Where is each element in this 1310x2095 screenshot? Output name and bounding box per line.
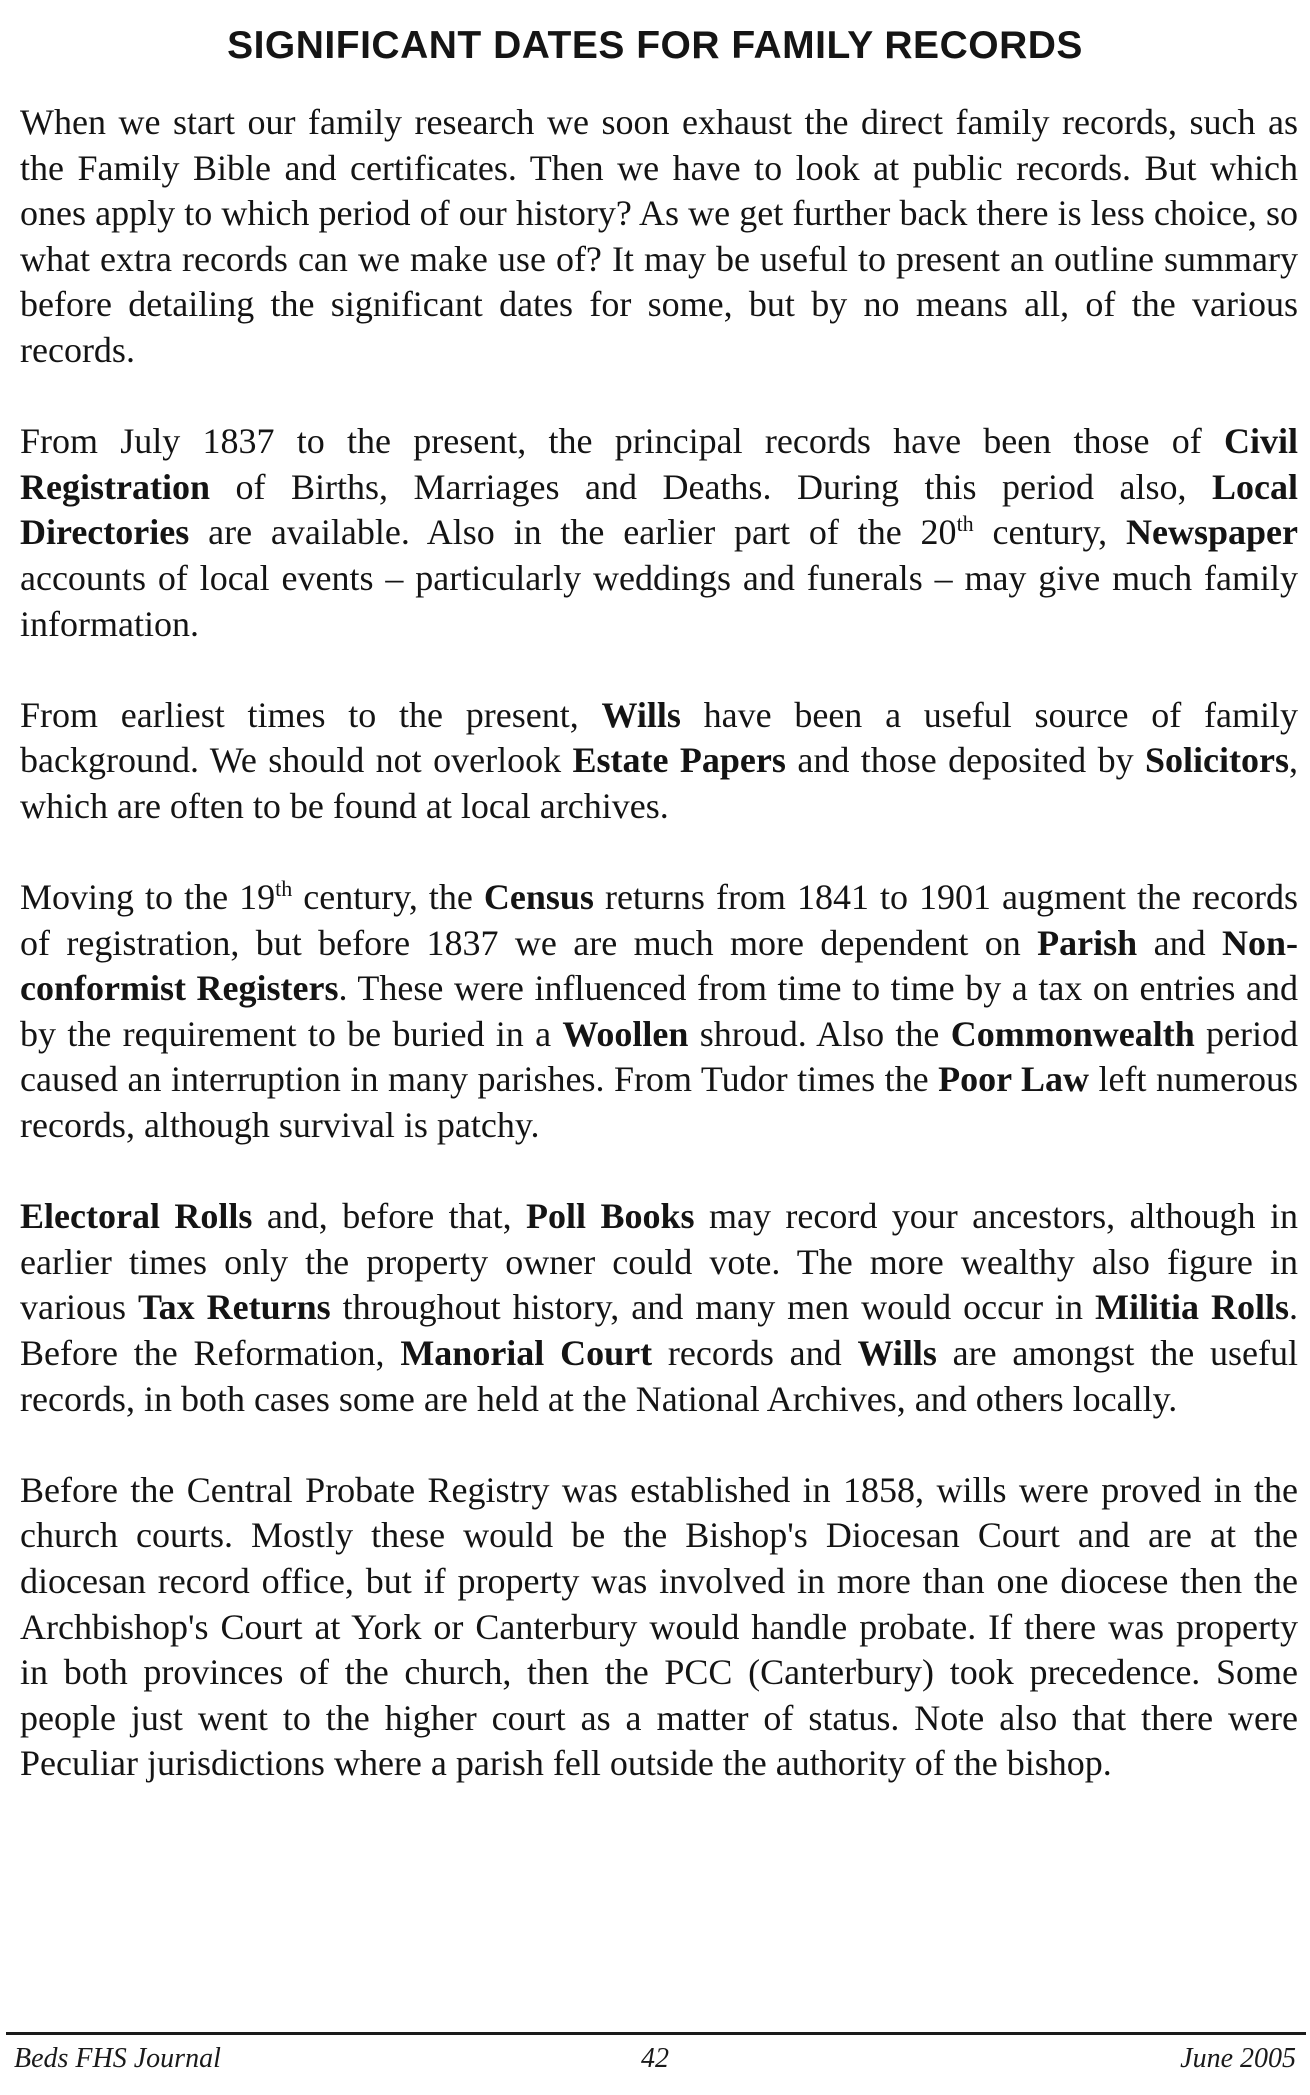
footer-date: June 2005 [1180, 2043, 1296, 2074]
record-type-term: Civil Registration [20, 421, 1298, 507]
paragraph-text: may record your ancestors, although in earlier times only the property owner could vote. The more wealthy also figure in various [20, 1196, 1298, 1328]
paragraph-text: records and [652, 1333, 858, 1374]
article-paragraph [20, 1468, 1298, 1787]
footer-journal-name: Beds FHS Journal [14, 2043, 221, 2074]
record-type-term: Non-conformist Registers [20, 922, 1298, 1009]
paragraph-text: . Before the Reformation, [20, 1287, 1298, 1374]
ordinal-suffix: th [956, 511, 974, 537]
article-paragraph [20, 693, 1298, 830]
paragraph-text: and, before that, [252, 1196, 527, 1237]
record-type-term: Manorial Court [400, 1333, 653, 1374]
footer-page-number: 42 [641, 2043, 669, 2074]
record-type-term: Electoral Rolls [20, 1196, 253, 1237]
record-type-term: Estate Papers [572, 740, 786, 781]
article-paragraph [20, 1194, 1298, 1422]
paragraph-text: Before the Central Probate Registry was established in 1858, wills were proved in the church courts. Mostly these would be the Bishop's Diocesan Court and are at the diocesan record office, but if property was involved in more than one diocese then the Archbishop's Court at York or Canterbury would handle probate. If there was property in both provinces of the church, then the PCC (Canterbury) took precedence. Some people just went to the higher court as a matter of status. Note also that there were Peculiar jurisdictions where a parish fell outside the authority of the bishop. [20, 1469, 1298, 1784]
record-type-term: Census [483, 877, 594, 918]
paragraph-text: of Births, Marriages and Deaths. During this period also, [209, 466, 1212, 507]
paragraph-text: , which are often to be found at local archives. [20, 740, 1298, 826]
paragraph-text: are amongst the useful records, in both cases some are held at the National Archives, and others locally. [20, 1333, 1298, 1419]
record-type-term: Local Directories [20, 466, 1298, 553]
record-type-term: Solicitors [1145, 740, 1289, 781]
paragraph-text: century, the [292, 877, 484, 918]
paragraph-text: returns from 1841 to 1901 augment the records of registration, but before 1837 we are much more dependent on [20, 877, 1298, 963]
ordinal-suffix: th [275, 876, 293, 902]
paragraph-text: shroud. Also the [688, 1013, 951, 1054]
paragraph-text: From July 1837 to the present, the principal records have been those of [20, 421, 1224, 462]
paragraph-text: . These were influenced from time to time by a tax on entries and by the requirement to be buried in a [20, 968, 1298, 1054]
record-type-term: Militia Rolls [1095, 1287, 1289, 1328]
record-type-term: Wills [601, 694, 681, 735]
record-type-term: Newspaper [1126, 512, 1298, 553]
record-type-term: Commonwealth [950, 1013, 1195, 1054]
record-type-term: Poll Books [526, 1196, 695, 1237]
record-type-term: Parish [1037, 922, 1138, 963]
article-paragraph [20, 100, 1298, 374]
paragraph-text: When we start our family research we soon exhaust the direct family records, such as the Family Bible and certificates. Then we have to look at public records. But which ones apply to which period of our history? As we get further back there is less choice, so what extra records can we make use of? It may be useful to present an outline summary before detailing the significant dates for some, but by no means all, of the various records. [20, 102, 1298, 370]
page-title: SIGNIFICANT DATES FOR FAMILY RECORDS [227, 24, 1083, 67]
record-type-term: Poor Law [938, 1059, 1089, 1100]
paragraph-text: period caused an interruption in many parishes. From Tudor times the [20, 1013, 1299, 1100]
record-type-term: Tax Returns [137, 1287, 331, 1328]
paragraph-text: and [1137, 922, 1222, 963]
footer-rule [6, 2032, 1306, 2035]
article-paragraph [20, 419, 1298, 647]
article-paragraph [20, 875, 1298, 1149]
paragraph-text: From earliest times to the present, [20, 694, 602, 735]
paragraph-text: throughout history, and many men would occur in [330, 1287, 1096, 1328]
paragraph-text: accounts of local events – particularly weddings and funerals – may give much family information. [20, 557, 1298, 644]
paragraph-text: century, [973, 512, 1127, 553]
record-type-term: Woollen [562, 1013, 689, 1054]
paragraph-text: left numerous records, although survival is patchy. [20, 1059, 1298, 1146]
paragraph-text: have been a useful source of family background. We should not overlook [20, 694, 1298, 781]
paragraph-text: Moving to the 19 [20, 877, 276, 918]
article-body [20, 100, 1298, 1833]
record-type-term: Wills [857, 1333, 937, 1374]
paragraph-text: and those deposited by [785, 740, 1145, 781]
paragraph-text: are available. Also in the earlier part of the 20 [189, 512, 957, 553]
